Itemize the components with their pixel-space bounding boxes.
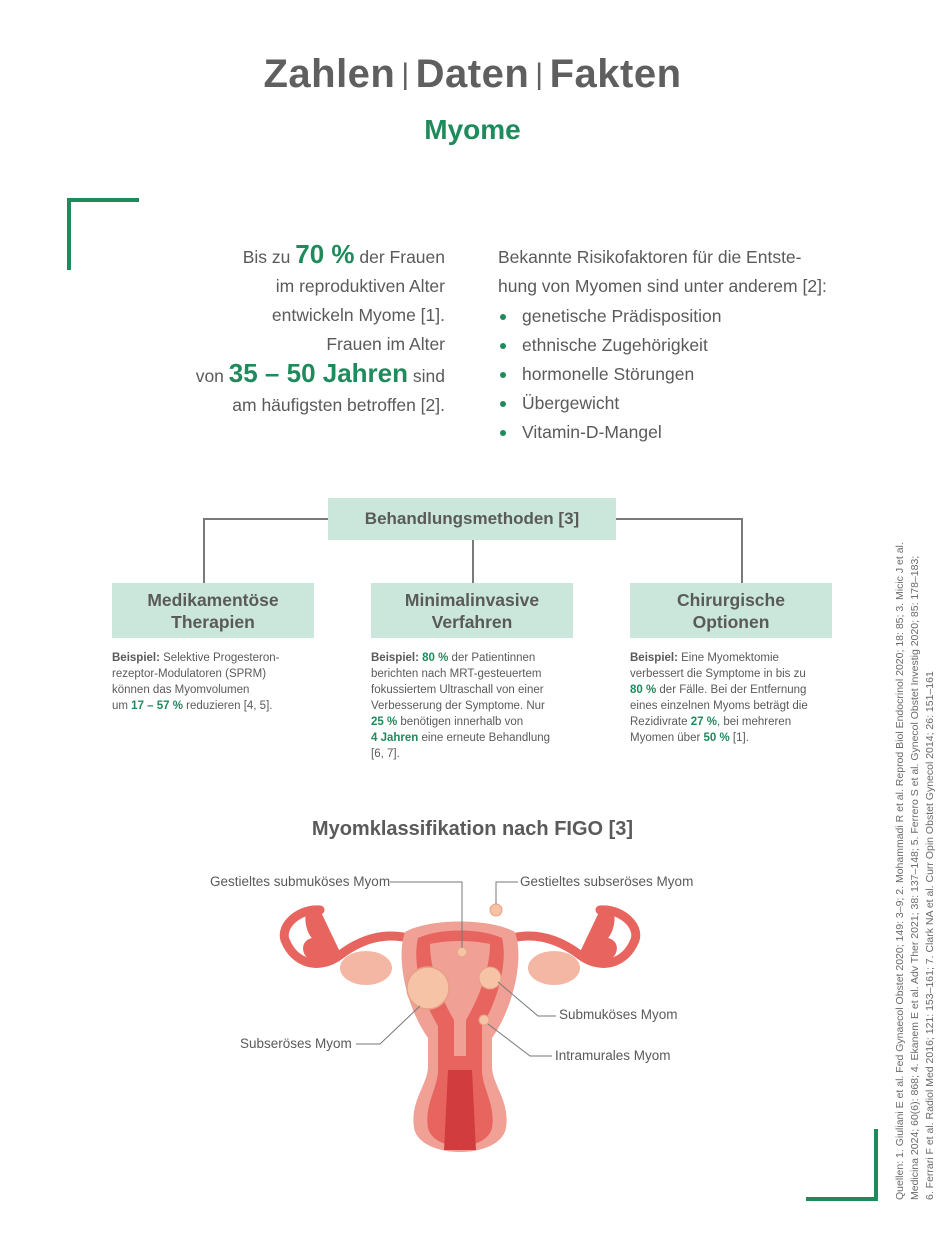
corner-mark-top-left bbox=[67, 198, 71, 270]
risk-list bbox=[498, 302, 878, 447]
treatment-heading: Behandlungsmethoden [3] bbox=[328, 498, 616, 540]
example-label: Beispiel: bbox=[371, 652, 419, 664]
title-separator: | bbox=[401, 58, 410, 91]
highlight-value: 80 % bbox=[422, 652, 449, 664]
highlight-value: 25 % bbox=[371, 716, 398, 728]
method-description-minimally-invasive bbox=[371, 650, 583, 762]
label-subserosal: Subseröses Myom bbox=[240, 1036, 352, 1051]
stat-text: entwickeln Myome [1]. bbox=[271, 305, 445, 325]
myoma-pedunculated-subserosal bbox=[490, 904, 502, 916]
desc-text: um bbox=[112, 700, 132, 712]
label-submucosal: Submuköses Myom bbox=[559, 1007, 678, 1022]
method-title: Chirurgische bbox=[677, 589, 785, 610]
desc-text: Verbesserung der Symptome. Nur bbox=[371, 700, 545, 712]
method-title: Medikamentöse bbox=[147, 589, 279, 610]
desc-text: benötigen innerhalb von bbox=[397, 716, 524, 728]
title-part-daten: Daten bbox=[415, 52, 530, 96]
desc-text: Rezidivrate bbox=[630, 716, 691, 728]
ovary-left bbox=[340, 951, 392, 985]
fimbriae-left bbox=[303, 908, 340, 962]
page-title bbox=[0, 52, 945, 97]
stat-text: am häufigsten betroffen [2]. bbox=[232, 395, 445, 415]
stat-text: der Frauen bbox=[359, 247, 445, 267]
desc-text: eines einzelnen Myoms beträgt die bbox=[630, 700, 808, 712]
example-label: Beispiel: bbox=[112, 652, 160, 664]
label-pedunculated-submucosal: Gestieltes submuköses Myom bbox=[210, 874, 391, 889]
desc-text: fokussiertem Ultraschall von einer bbox=[371, 684, 544, 696]
desc-text: Myomen über bbox=[630, 732, 704, 744]
connector-line bbox=[741, 518, 743, 583]
method-description-medication bbox=[112, 650, 324, 714]
example-label: Beispiel: bbox=[630, 652, 678, 664]
stat-value-age: 35 – 50 Jahren bbox=[228, 358, 409, 388]
desc-text: der Fälle. Bei der Entfernung bbox=[656, 684, 807, 696]
vaginal-canal bbox=[444, 1070, 476, 1150]
myoma-pedunculated-submucosal bbox=[457, 947, 467, 957]
method-medication bbox=[112, 583, 314, 638]
page-subtitle: Myome bbox=[424, 114, 521, 145]
stat-text: im reproduktiven Alter bbox=[275, 276, 445, 296]
method-description-surgical bbox=[630, 650, 842, 746]
stat-text: Frauen im Alter bbox=[326, 334, 445, 354]
source-line: Quellen: 1. Giuliani E et al. Fed Gynaecol Obstet 2020; 149: 3–9; 2. Mohammadi R et al. Reprod Biol Endocrinol 2020; 18: 85; 3. Micic J et al. bbox=[894, 542, 906, 1200]
connector-line bbox=[203, 518, 205, 583]
desc-text: [6, 7]. bbox=[371, 748, 400, 760]
label-intramural: Intramurales Myom bbox=[555, 1048, 671, 1063]
desc-text: Selektive Progesteron- bbox=[159, 652, 280, 664]
source-line: Medicina 2024; 60(6): 868; 4. Ekanem E et al. Adv Ther 2021; 38: 137–148; 5. Ferrero S et al. Gynecol Obstet Investig 2020; 85: 178–183; bbox=[909, 555, 921, 1200]
title-part-zahlen: Zahlen bbox=[263, 52, 396, 96]
stat-text: Bis zu bbox=[242, 247, 291, 267]
label-pedunculated-subserosal: Gestieltes subseröses Myom bbox=[520, 874, 694, 889]
desc-text: , bei mehreren bbox=[716, 716, 792, 728]
risk-intro: hung von Myomen sind unter anderem [2]: bbox=[498, 276, 827, 296]
desc-text: Eine Myomektomie bbox=[677, 652, 779, 664]
risk-item: Übergewicht bbox=[498, 389, 878, 418]
highlight-value: 80 % bbox=[630, 684, 657, 696]
fimbriae-right bbox=[580, 908, 617, 962]
highlight-value: 27 % bbox=[690, 716, 717, 728]
leader-line bbox=[496, 882, 518, 904]
method-title: Minimalinvasive bbox=[404, 589, 540, 610]
desc-text: berichten nach MRT-gesteuertem bbox=[371, 668, 542, 680]
sources bbox=[893, 500, 938, 1200]
highlight-value: 4 Jahren bbox=[371, 732, 419, 744]
connector-line bbox=[203, 518, 328, 520]
myoma-submucosal bbox=[479, 967, 501, 989]
method-minimally-invasive bbox=[371, 583, 573, 638]
corner-mark-top-left bbox=[67, 198, 139, 202]
myoma-subserosal bbox=[407, 967, 449, 1009]
stat-value-70: 70 % bbox=[295, 239, 355, 269]
desc-text: verbessert die Symptome in bis zu bbox=[630, 668, 806, 680]
desc-text: reduzieren [4, 5]. bbox=[182, 700, 273, 712]
source-line: 6. Ferrari F et al. Radiol Med 2016; 121: 153–161; 7. Clark NA et al. Curr Opin Obstet Gynecol 2014; 26: 151–161 bbox=[924, 671, 936, 1200]
method-title: Therapien bbox=[171, 611, 255, 632]
stat-text: sind bbox=[412, 366, 445, 386]
method-title: Optionen bbox=[692, 611, 770, 632]
risk-item: ethnische Zugehörigkeit bbox=[498, 331, 878, 360]
corner-mark-bottom-right bbox=[874, 1129, 878, 1201]
risk-item: Vitamin-D-Mangel bbox=[498, 418, 878, 447]
risk-item: hormonelle Störungen bbox=[498, 360, 878, 389]
leader-line bbox=[356, 1006, 420, 1044]
risk-item: genetische Prädisposition bbox=[498, 302, 878, 331]
method-title: Verfahren bbox=[431, 611, 513, 632]
highlight-value: 17 – 57 % bbox=[131, 700, 183, 712]
risk-intro: Bekannte Risikofaktoren für die Entste- bbox=[498, 247, 802, 267]
desc-text: der Patientinnen bbox=[448, 652, 536, 664]
stat-text: von bbox=[195, 366, 224, 386]
ovary-right bbox=[528, 951, 580, 985]
desc-text: eine erneute Behandlung bbox=[418, 732, 551, 744]
desc-text: können das Myomvolumen bbox=[112, 684, 250, 696]
title-separator: | bbox=[535, 58, 544, 91]
desc-text: [1]. bbox=[729, 732, 749, 744]
method-surgical bbox=[630, 583, 832, 638]
risk-factors bbox=[498, 243, 878, 447]
desc-text: rezeptor-Modulatoren (SPRM) bbox=[112, 668, 267, 680]
connector-line bbox=[616, 518, 742, 520]
myoma-intramural bbox=[479, 1015, 489, 1025]
figo-title: Myomklassifikation nach FIGO [3] bbox=[311, 818, 634, 840]
title-part-fakten: Fakten bbox=[549, 52, 682, 96]
statistics-text bbox=[150, 240, 445, 420]
highlight-value: 50 % bbox=[703, 732, 730, 744]
connector-line bbox=[472, 540, 474, 583]
corner-mark-bottom-right bbox=[806, 1197, 878, 1201]
